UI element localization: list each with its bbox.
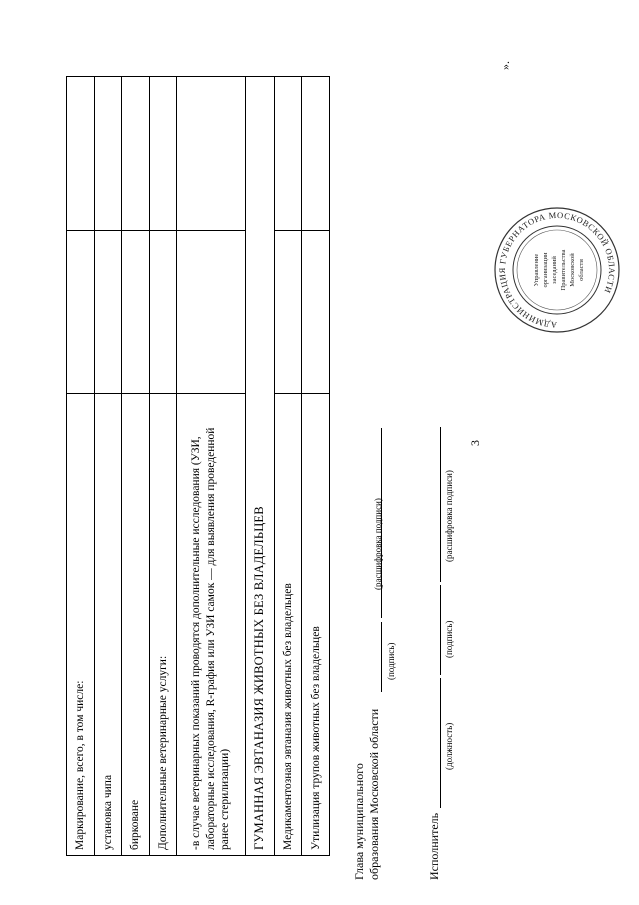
table-cell-empty <box>274 77 302 231</box>
table-row <box>149 77 177 856</box>
svg-text:заседаний: заседаний <box>551 256 558 284</box>
table-row <box>274 77 302 856</box>
head-decode-caption: (расшифровка подписи) <box>373 498 383 590</box>
table-row <box>67 77 95 856</box>
table-cell-empty <box>122 77 150 231</box>
table-cell-empty <box>122 230 150 393</box>
services-table-wrapper <box>66 76 330 856</box>
executor-decode-caption: (расшифровка подписи) <box>444 470 454 562</box>
table-row <box>302 77 330 856</box>
executor-decode-line <box>440 427 441 582</box>
services-table <box>66 76 330 856</box>
table-cell-empty <box>149 230 177 393</box>
table-cell-label: установка чипа <box>94 393 122 855</box>
table-cell-label: Дополнительные ветеринарные услуги: <box>149 393 177 855</box>
table-cell-empty <box>67 230 95 393</box>
table-cell-empty <box>149 77 177 231</box>
head-label-line2: образования Московской области <box>367 708 381 880</box>
table-section-row <box>245 77 274 856</box>
table-cell-empty <box>94 230 122 393</box>
table-cell-label: Маркирование, всего, в том числе: <box>67 393 95 855</box>
svg-text:Управление: Управление <box>533 253 540 287</box>
signature-block <box>340 320 470 880</box>
svg-text:Правительства: Правительства <box>560 249 567 291</box>
table-cell-label: -в случае ветеринарных показаний проводятся дополнительные исследования (УЗИ, лабораторные исследования, R-графия или УЗИ самок — для выявления проведенной ранее стерилизации) <box>177 393 245 855</box>
executor-label: Исполнитель <box>427 812 441 880</box>
table-cell-empty <box>177 230 245 393</box>
table-cell-empty <box>94 77 122 231</box>
page-number: 3 <box>468 440 482 446</box>
svg-text:организации: организации <box>542 252 549 288</box>
svg-text:Московской: Московской <box>569 253 576 287</box>
table-cell-empty <box>302 77 330 231</box>
table-row <box>94 77 122 856</box>
table-cell-empty <box>177 77 245 231</box>
seal-outer-text: АДМИНИСТРАЦИЯ ГУБЕРНАТОРА МОСКОВСКОЙ ОБЛАСТИ <box>496 209 618 331</box>
executor-signature-caption: (подпись) <box>444 620 454 658</box>
table-cell-label: бирковане <box>122 393 150 855</box>
table-cell-label: Медикаментозная эвтаназия животных без владельцев <box>274 393 302 855</box>
executor-signature-line <box>440 585 441 675</box>
table-cell-empty <box>274 230 302 393</box>
table-cell-label: Утилизация трупов животных без владельцев <box>302 393 330 855</box>
official-seal-icon <box>492 205 622 335</box>
table-row <box>177 77 245 856</box>
svg-text:области: области <box>578 259 585 281</box>
executor-position-line <box>440 678 441 808</box>
head-signature-caption: (подпись) <box>386 642 396 680</box>
head-label-line1: Глава муниципального <box>352 763 366 880</box>
table-cell-empty <box>302 230 330 393</box>
table-cell-empty <box>67 77 95 231</box>
table-row <box>122 77 150 856</box>
executor-position-caption: (должность) <box>444 722 454 770</box>
head-signature-line <box>381 622 382 692</box>
closing-quote: ». <box>498 61 512 70</box>
table-cell-label: ГУМАННАЯ ЭВТАНАЗИЯ ЖИВОТНЫХ БЕЗ ВЛАДЕЛЬЦЕВ <box>245 77 274 856</box>
